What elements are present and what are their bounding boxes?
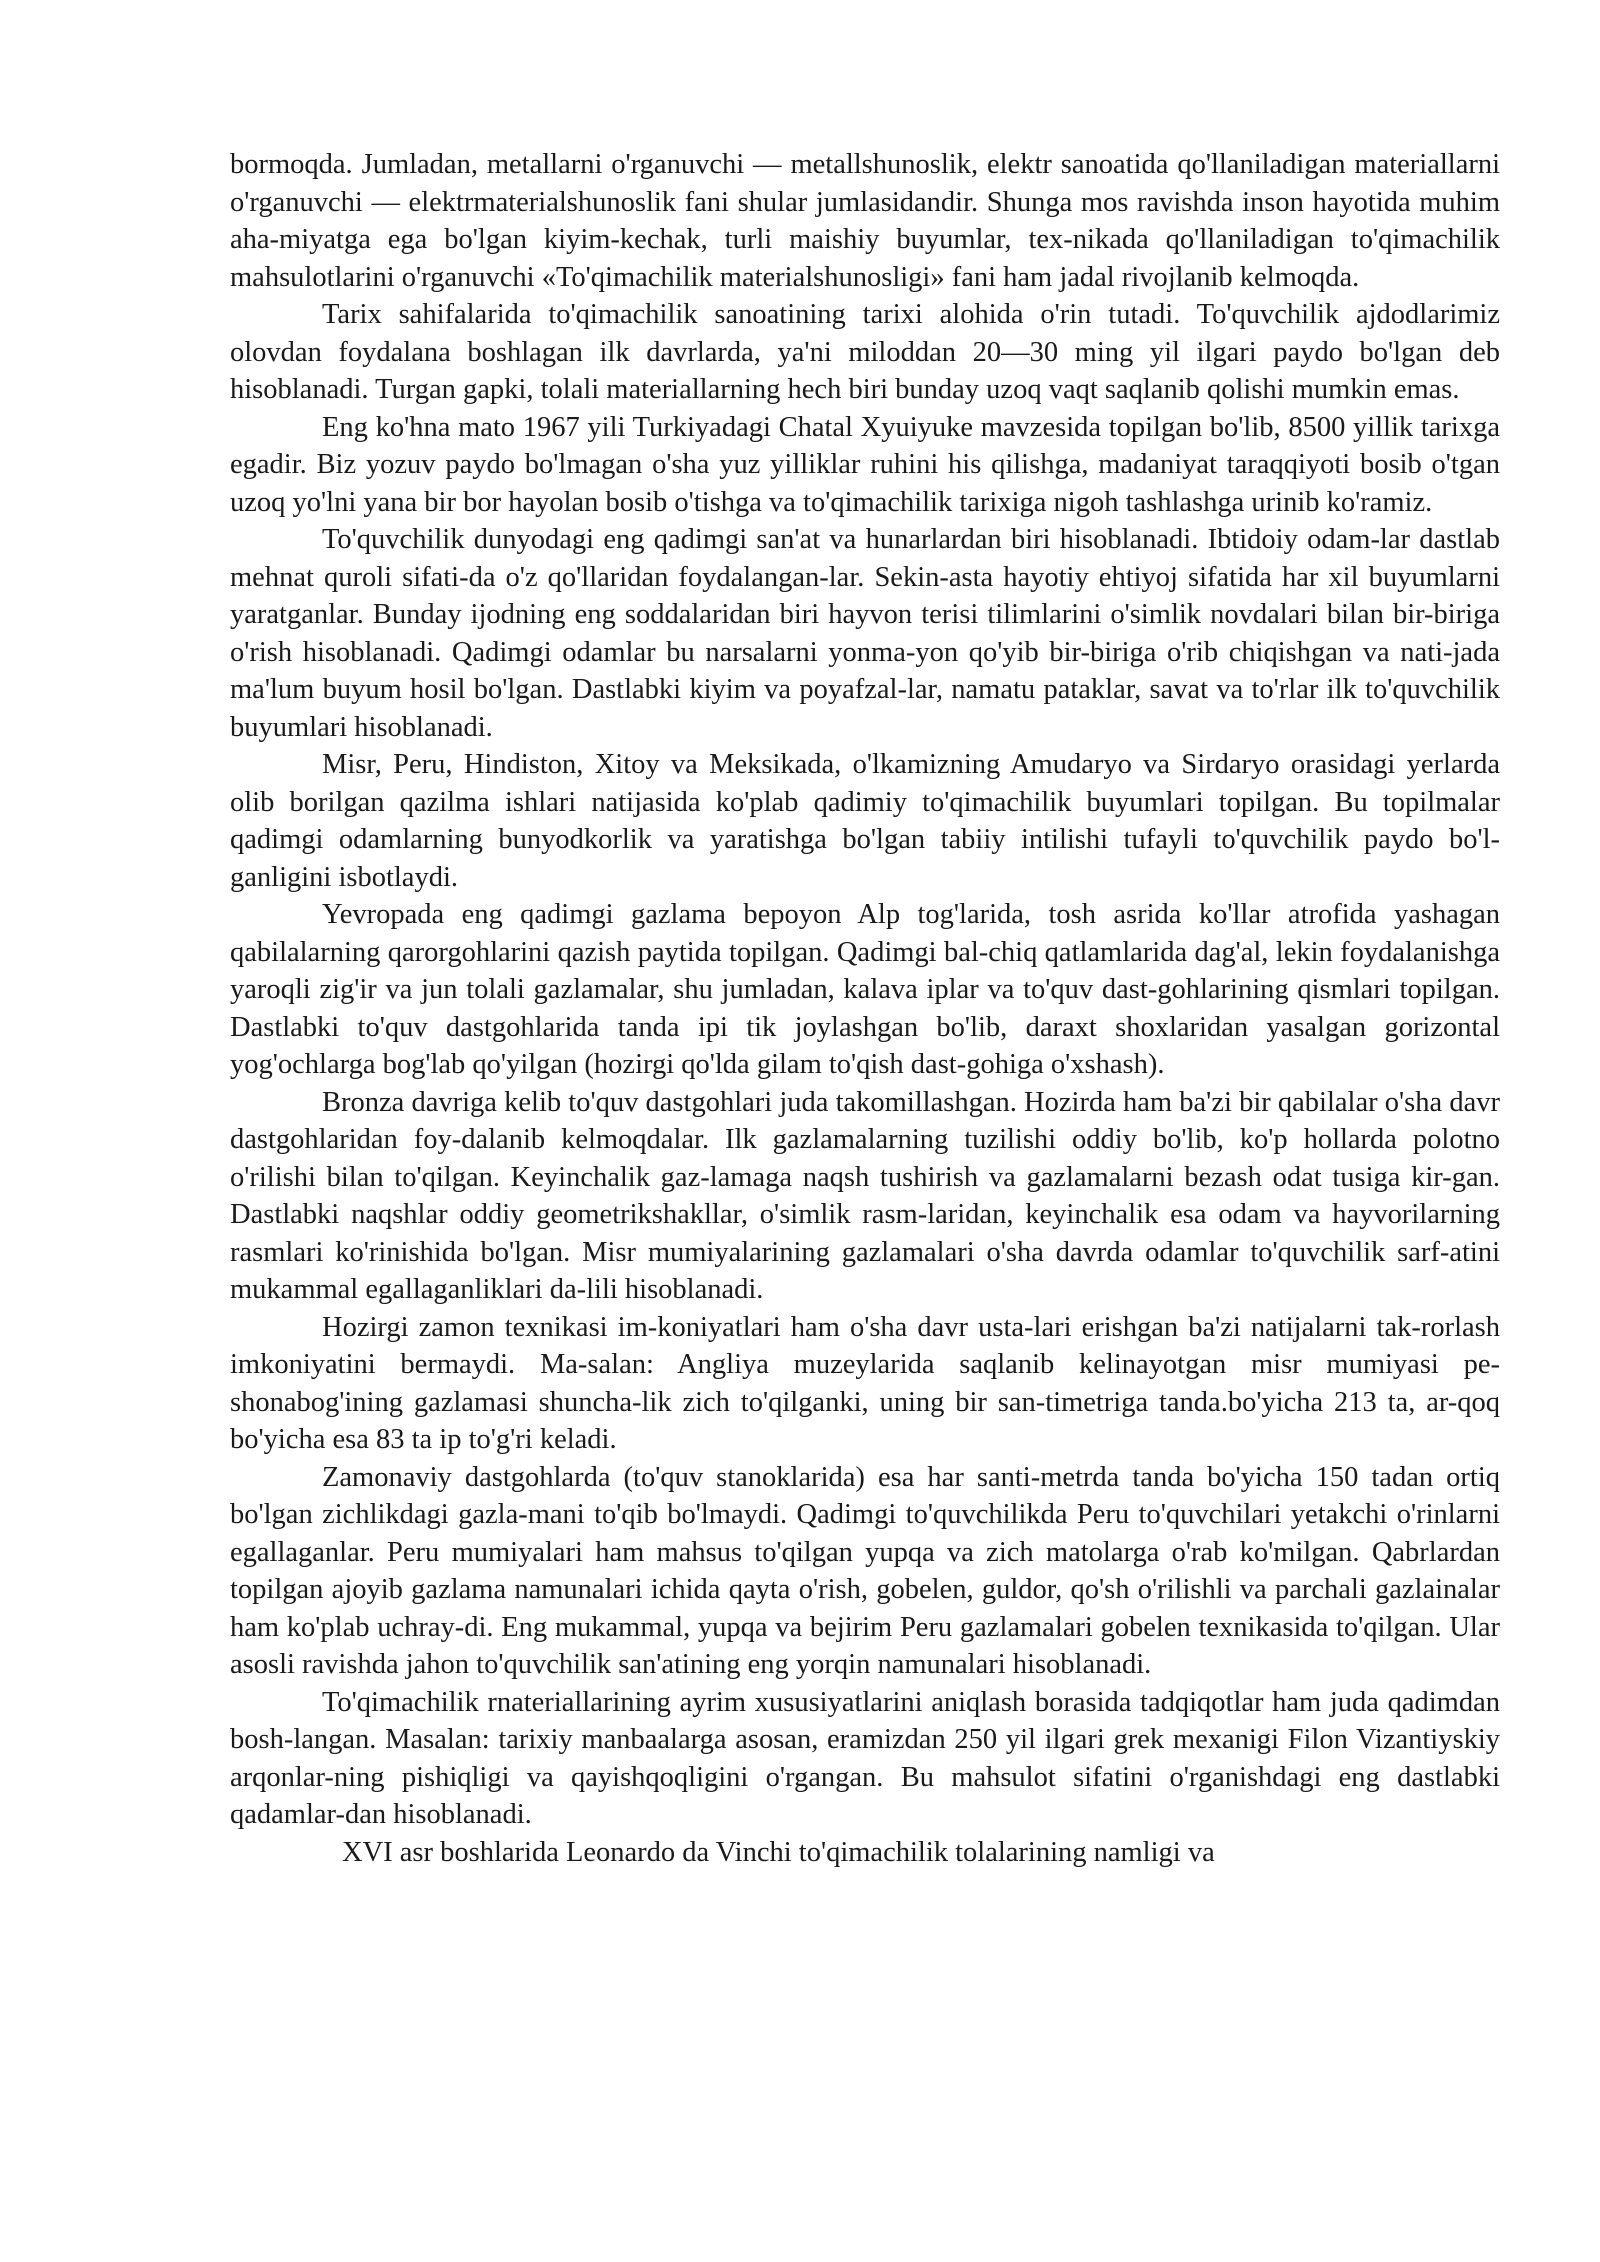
paragraph-11: XVI asr boshlarida Leonardo da Vinchi to'qimachilik tolalarining namligi va — [342, 1836, 1215, 1868]
document-page — [230, 146, 1500, 1871]
paragraph-3: Eng ko'hna mato 1967 yili Turkiyadagi Chatal Xyuiyuke mavzesida topilgan bo'lib, 8500 yillik tarixga egadir. Biz yozuv paydo bo'lmagan o'sha yuz yilliklar ruhini his qilishga, madaniyat taraqqiyoti bosib o'tgan uzoq yo'lni yana bir bor hayolan bosib o'tishga va to'qimachilik tarixiga nigoh tashlashga urinib ko'ramiz. — [230, 411, 1500, 518]
paragraph-9: Zamonaviy dastgohlarda (to'quv stanoklarida) esa har santi-metrda tanda bo'yicha 150 tadan ortiq bo'lgan zichlikdagi gazla-mani to'qib bo'lmaydi. Qadimgi to'quvchilikda Peru to'quvchilari yetakchi o'rinlarni egallaganlar. Peru mumiyalari ham mahsus to'qilgan yupqa va zich matolarga o'rab ko'milgan. Qabrlardan topilgan ajoyib gazlama namunalari ichida qayta o'rish, gobelen, guldor, qo'sh o'rilishli va parchali gazlainalar ham ko'plab uchray-di. Eng mukammal, yupqa va bejirim Peru gazlamalari gobelen texnikasida to'qilgan. Ular asosli ravishda jahon to'quvchilik san'atining eng yorqin namunalari hisoblanadi. — [230, 1461, 1500, 1680]
paragraph-7: Bronza davriga kelib to'quv dastgohlari juda takomillashgan. Hozirda ham ba'zi bir qabilalar o'sha davr dastgohlaridan foy-dalanib kelmoqdalar. Ilk gazlamalarning tuzilishi oddiy bo'lib, ko'p hollarda polotno o'rilishi bilan to'qilgan. Keyinchalik gaz-lamaga naqsh tushirish va gazlamalarni bezash odat tusiga kir-gan. Dastlabki naqshlar oddiy geometrikshakllar, o'simlik rasm-laridan, keyinchalik esa odam va hayvorilarning rasmlari ko'rinishida bo'lgan. Misr mumiyalarining gazlamalari o'sha davrda odamlar to'quvchilik sarf-atini mukammal egallaganliklari da-lili hisoblanadi. — [230, 1086, 1500, 1305]
paragraph-1: bormoqda. Jumladan, metallarni o'rganuvchi — metallshunoslik, elektr sanoatida qo'llaniladigan materiallarni o'rganuvchi — elektrmaterialshunoslik fani shular jumlasidandir. Shunga mos ravishda inson hayotida muhim aha-miyatga ega bo'lgan kiyim-kechak, turli maishiy buyumlar, tex-nikada qo'llaniladigan to'qimachilik mahsulotlarini o'rganuvchi «To'qimachilik materialshunosligi» fani ham jadal rivojlanib kelmoqda. — [230, 149, 1500, 293]
paragraph-2: Tarix sahifalarida to'qimachilik sanoatining tarixi alohida o'rin tutadi. To'quvchilik ajdodlarimiz olovdan foydalana boshlagan ilk davrlarda, ya'ni miloddan 20—30 ming yil ilgari paydo bo'lgan deb hisoblanadi. Turgan gapki, tolali materiallarning hech biri bunday uzoq vaqt saqlanib qolishi mumkin emas. — [230, 299, 1500, 405]
paragraph-10: To'qimachilik rnateriallarining ayrim xususiyatlarini aniqlash borasida tadqiqotlar ham juda qadimdan bosh-langan. Masalan: tarixiy manbaalarga asosan, eramizdan 250 yil ilgari grek mexanigi Filon Vizantiyskiy arqonlar-ning pishiqligi va qayishqoqligini o'rgangan. Bu mahsulot sifatini o'rganishdagi eng dastlabki qadamlar-dan hisoblanadi. — [230, 1686, 1500, 1830]
paragraph-4: To'quvchilik dunyodagi eng qadimgi san'at va hunarlardan biri hisoblanadi. Ibtidoiy odam-lar dastlab mehnat quroli sifati-da o'z qo'llaridan foydalangan-lar. Sekin-asta hayotiy ehtiyoj sifatida har xil buyumlarni yaratganlar. Bunday ijodning eng soddalaridan biri hayvon terisi tilimlarini o'simlik novdalari bilan bir-biriga o'rish hisoblanadi. Qadimgi odamlar bu narsalarni yonma-yon qo'yib bir-biriga o'rib chiqishgan va nati-jada ma'lum buyum hosil bo'lgan. Dastlabki kiyim va poyafzal-lar, namatu pataklar, savat va to'rlar ilk to'quvchilik buyumlari hisoblanadi. — [230, 524, 1500, 743]
paragraph-5: Misr, Peru, Hindiston, Xitoy va Meksikada, o'lkamizning Amudaryo va Sirdaryo orasidagi yerlarda olib borilgan qazilma ishlari natijasida ko'plab qadimiy to'qimachilik buyumlari topilgan. Bu topilmalar qadimgi odamlarning bunyodkorlik va yaratishga bo'lgan tabiiy intilishi tufayli to'quvchilik paydo bo'l-ganligini isbotlaydi. — [230, 749, 1500, 893]
paragraph-6: Yevropada eng qadimgi gazlama bepoyon Alp tog'larida, tosh asrida ko'llar atrofida yashagan qabilalarning qarorgohlarini qazish paytida topilgan. Qadimgi bal-chiq qatlamlarida dag'al, lekin foydalanishga yaroqli zig'ir va jun tolali gazlamalar, shu jumladan, kalava iplar va to'quv dast-gohlarining qismlari topilgan. Dastlabki to'quv dastgohlarida tanda ipi tik joylashgan bo'lib, daraxt shoxlaridan yasalgan gorizontal yog'ochlarga bog'lab qo'yilgan (hozirgi qo'lda gilam to'qish dast-gohiga o'xshash). — [230, 899, 1500, 1080]
paragraph-8: Hozirgi zamon texnikasi im-koniyatlari ham o'sha davr usta-lari erishgan ba'zi natijalarni tak-rorlash imkoniyatini bermaydi. Ma-salan: Angliya muzeylarida saqlanib kelinayotgan misr mumiyasi pe-shonabog'ining gazlamasi shuncha-lik zich to'qilganki, uning bir san-timetriga tanda.bo'yicha 213 ta, ar-qoq bo'yicha esa 83 ta ip to'g'ri keladi. — [230, 1311, 1500, 1455]
